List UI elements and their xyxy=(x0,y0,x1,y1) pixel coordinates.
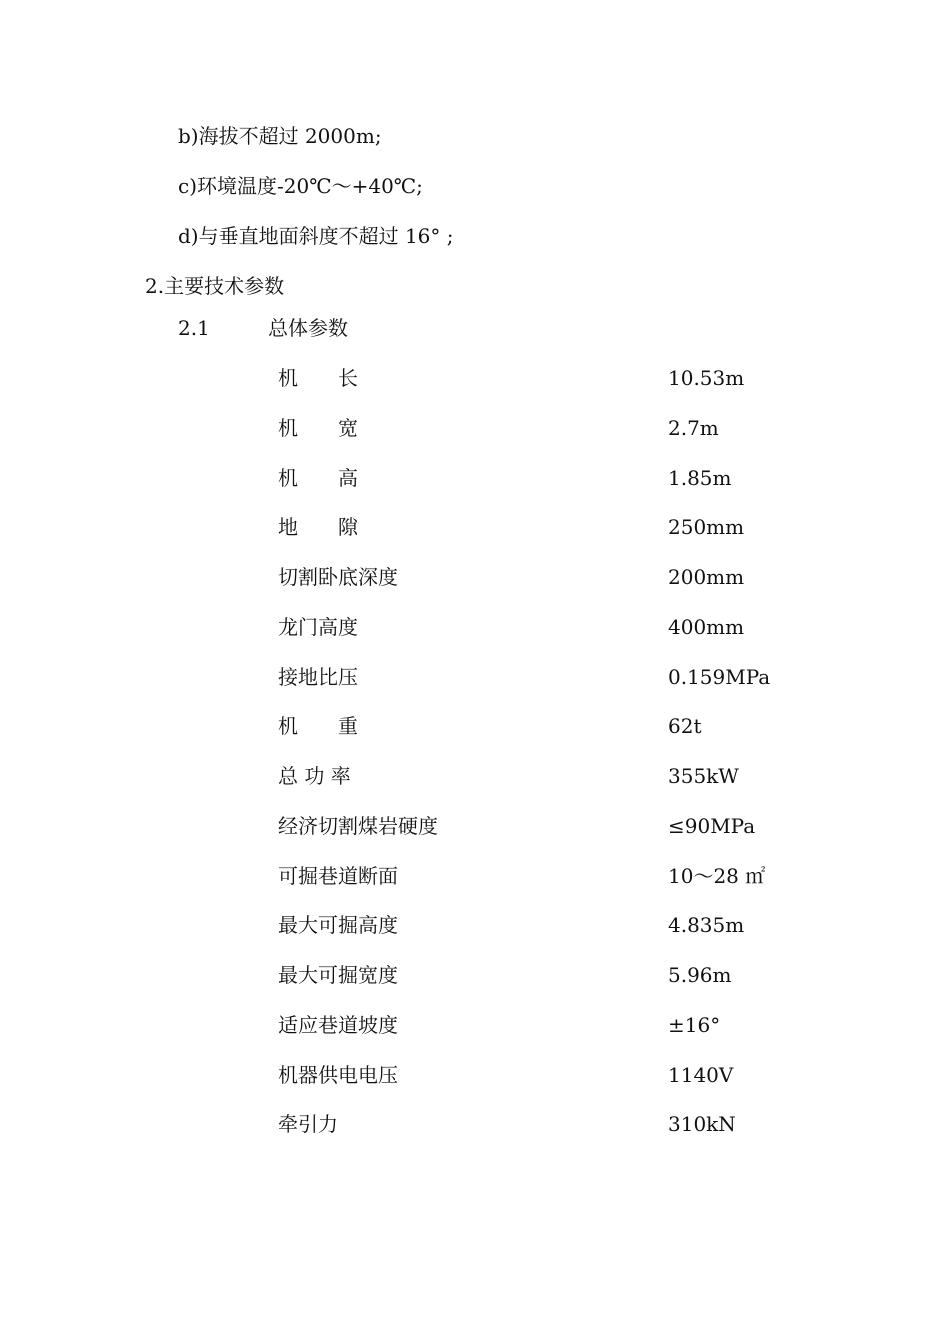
param-value: 10.53m xyxy=(668,366,745,390)
param-label: 接地比压 xyxy=(278,665,358,689)
param-value: 4.835m xyxy=(668,913,745,937)
param-value: 5.96m xyxy=(668,963,732,987)
param-label: 机 长 xyxy=(278,366,358,390)
param-value: 310kN xyxy=(668,1112,736,1136)
param-label: 经济切割煤岩硬度 xyxy=(278,814,438,838)
param-value: 2.7m xyxy=(668,416,719,440)
param-value: 62t xyxy=(668,714,702,738)
param-value: 200mm xyxy=(668,565,745,589)
param-label: 可掘巷道断面 xyxy=(278,864,398,888)
condition-temperature: c)环境温度-20℃～+40℃; xyxy=(178,174,423,198)
param-value: 0.159MPa xyxy=(668,665,771,689)
param-label: 切割卧底深度 xyxy=(278,565,398,589)
param-value: 1.85m xyxy=(668,466,732,490)
param-label: 适应巷道坡度 xyxy=(278,1013,398,1037)
param-label: 机器供电电压 xyxy=(278,1063,398,1087)
param-label: 最大可掘宽度 xyxy=(278,963,398,987)
param-value: ±16° xyxy=(668,1013,721,1037)
param-value: 400mm xyxy=(668,615,745,639)
param-label: 地 隙 xyxy=(278,515,358,539)
param-label: 机 宽 xyxy=(278,416,358,440)
section-heading: 2.主要技术参数 xyxy=(145,274,285,298)
param-label: 机 高 xyxy=(278,466,358,490)
param-label: 总 功 率 xyxy=(278,764,351,788)
subsection-number: 2.1 xyxy=(178,316,210,340)
param-value: 10～28 ㎡ xyxy=(668,864,766,888)
param-label: 龙门高度 xyxy=(278,615,358,639)
condition-slope: d)与垂直地面斜度不超过 16° ; xyxy=(178,224,454,248)
param-label: 牵引力 xyxy=(278,1112,338,1136)
param-label: 机 重 xyxy=(278,714,358,738)
param-label: 最大可掘高度 xyxy=(278,913,398,937)
param-value: 355kW xyxy=(668,764,739,788)
subsection-title: 总体参数 xyxy=(268,316,348,340)
param-value: 1140V xyxy=(668,1063,734,1087)
condition-altitude: b)海拔不超过 2000m; xyxy=(178,124,382,148)
param-value: ≤90MPa xyxy=(668,814,756,838)
param-value: 250mm xyxy=(668,515,745,539)
